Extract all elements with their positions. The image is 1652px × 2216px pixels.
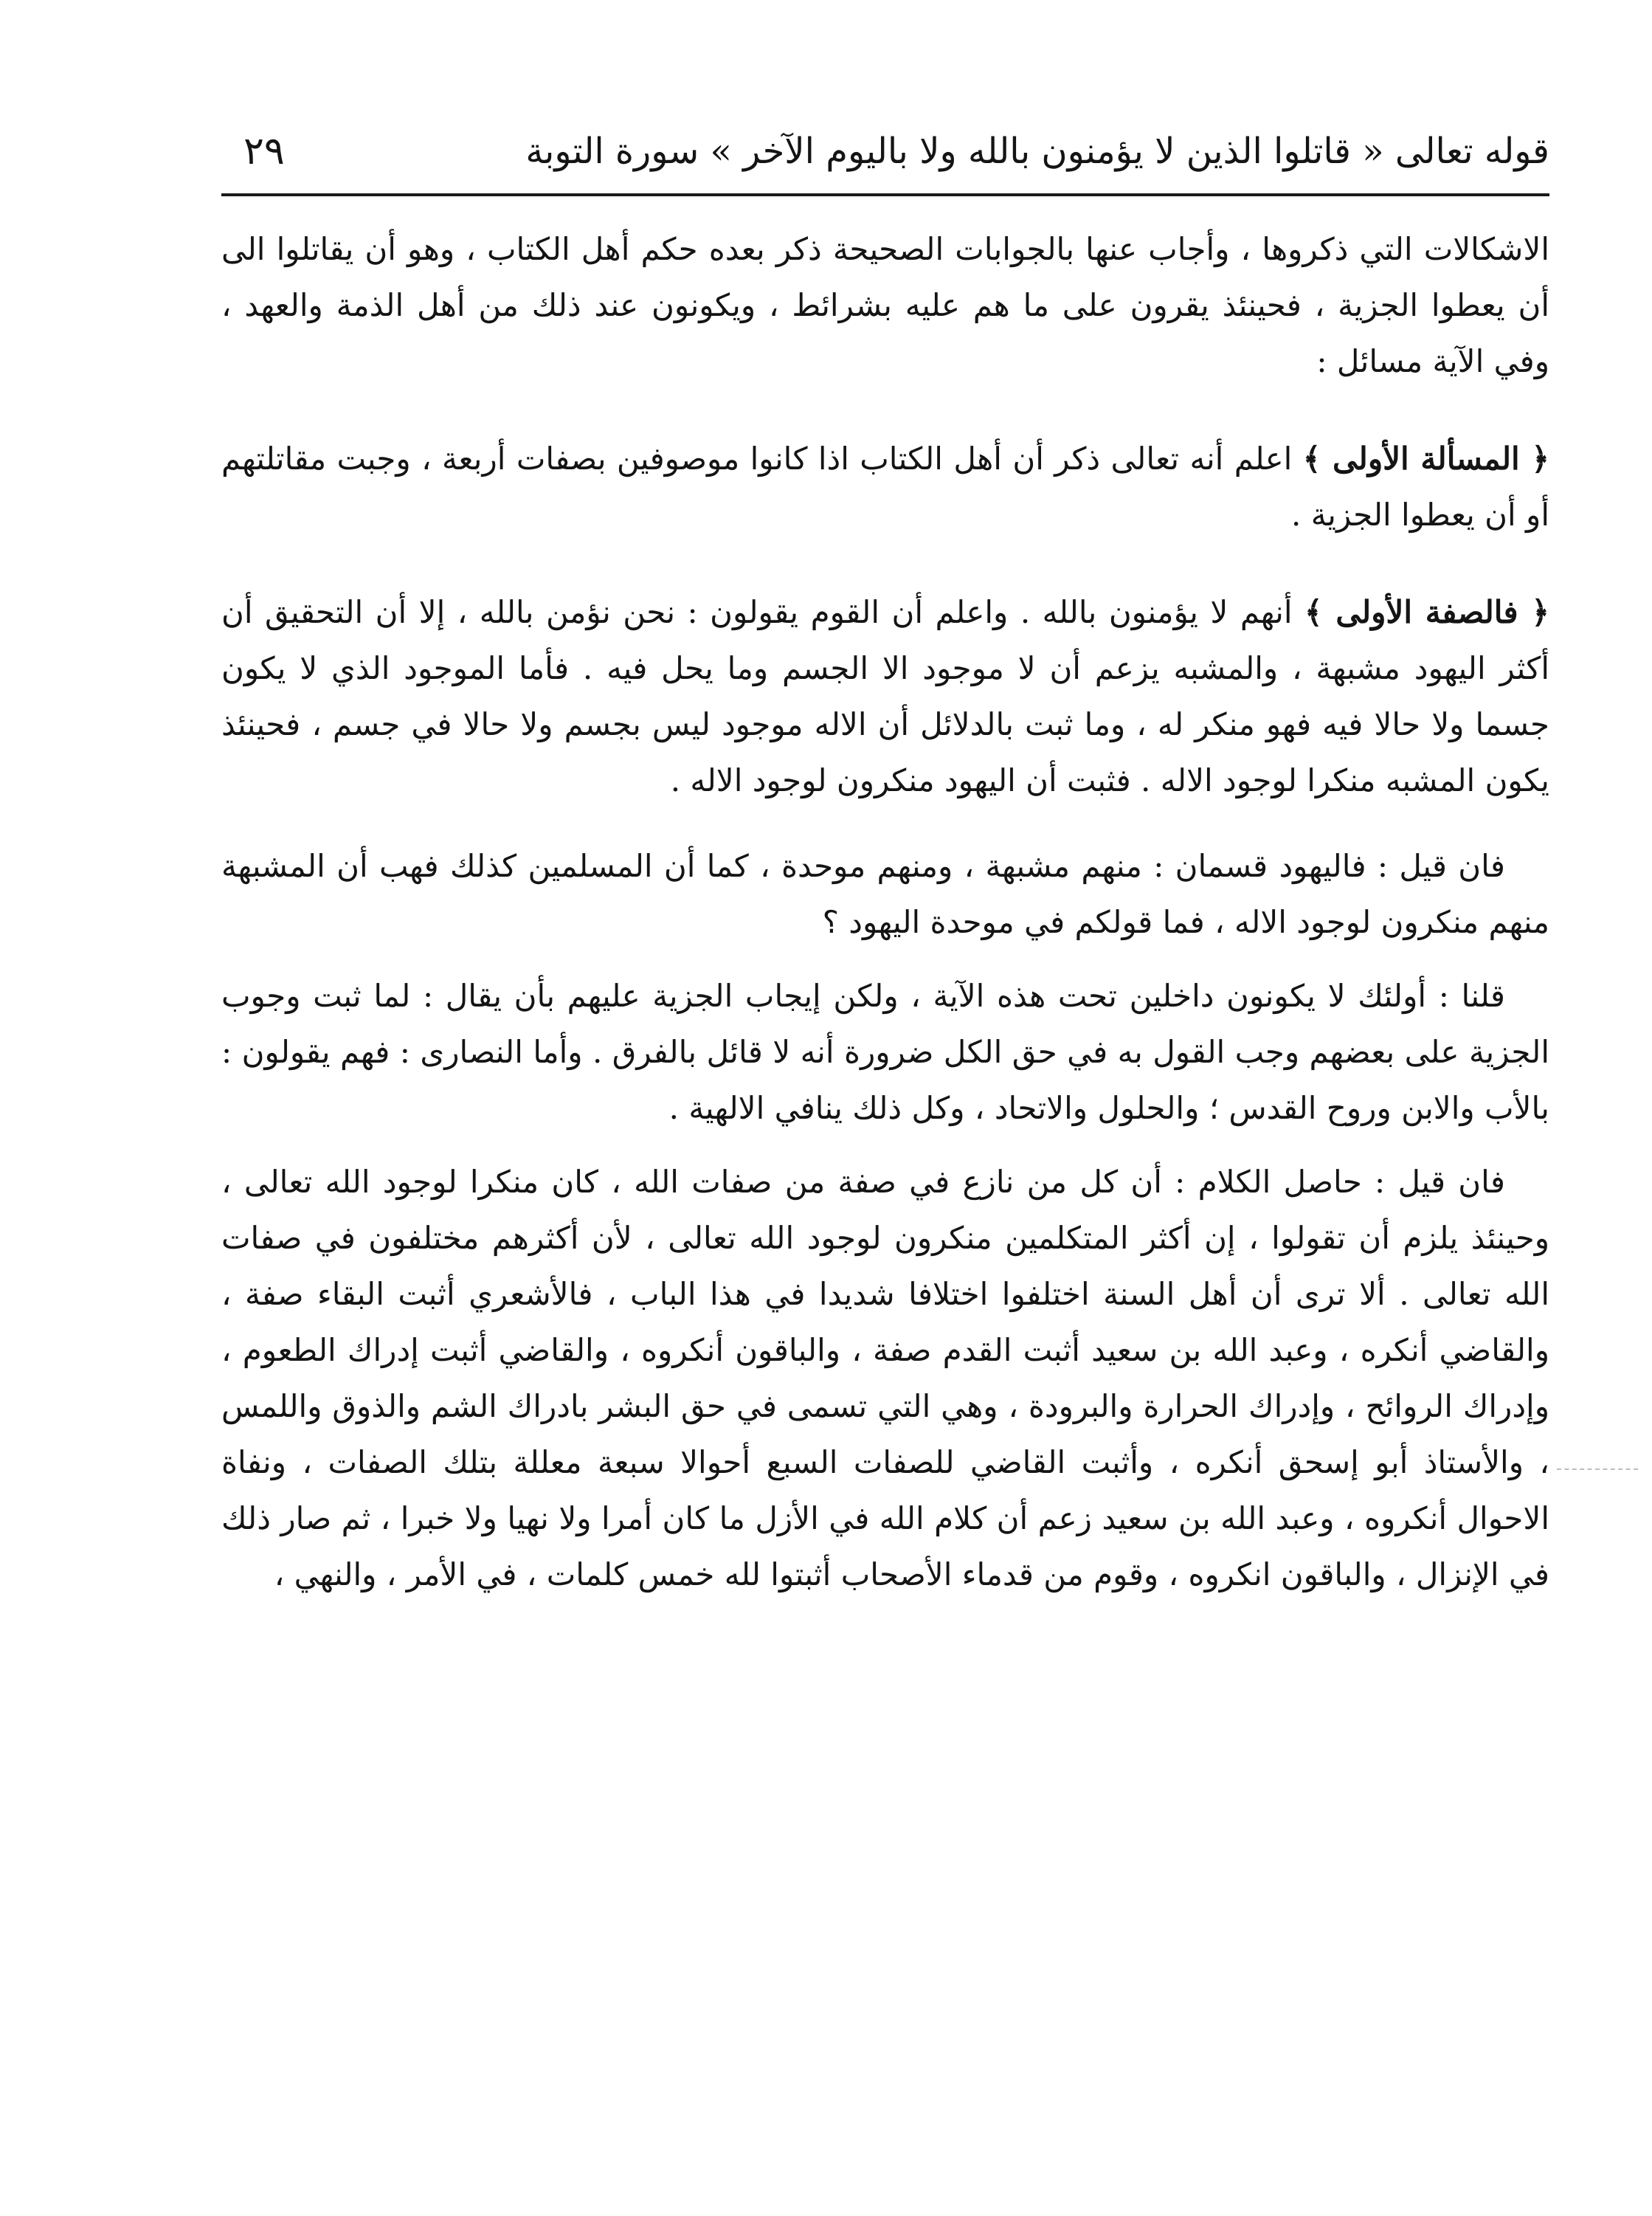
paragraph-6: فان قيل : حاصل الكلام : أن كل من نازع في صفة من صفات الله ، كان منكرا لوجود الله تعالى ، وحينئذ يلزم أن تقولوا ، إن أكثر المتكلمين منكرون لوجود الله تعالى ، لأن أكثرهم مختلفون في صفات الله تعالى . ألا ترى أن أهل السنة اختلفوا اختلافا شديدا في هذا الباب ، فالأشعري أثبت البقاء صفة ، والقاضي أنكره ، وعبد الله بن سعيد أثبت القدم صفة ، والباقون أنكروه ، والقاضي أثبت إدراك الطعوم ، وإدراك الروائح ، وإدراك الحرارة والبرودة ، وهي التي تسمى في حق البشر بادراك الشم والذوق واللمس ، والأستاذ أبو إسحق أنكره ، وأثبت القاضي للصفات السبع أحوالا سبعة معللة بتلك الصفات ، ونفاة الاحوال أنكروه ، وعبد الله بن سعيد زعم أن كلام الله في الأزل ما كان أمرا ولا نهيا ولا خبرا ، ثم صار ذلك في الإنزال ، والباقون انكروه ، وقوم من قدماء الأصحاب أثبتوا لله خمس كلمات ، في الأمر ، والنهي ،	[221, 1164, 1549, 1592]
page-body	[221, 221, 1549, 1603]
paragraph-4: فان قيل : فاليهود قسمان : منهم مشبهة ، ومنهم موحدة ، كما أن المسلمين كذلك فهب أن المشبهة منهم منكرون لوجود الاله ، فما قولكم في موحدة اليهود ؟	[221, 848, 1549, 940]
spacer	[221, 1136, 1549, 1154]
spacer	[221, 390, 1549, 431]
page-number: ٢٩	[243, 129, 285, 173]
paragraph-2	[221, 431, 1549, 543]
section-heading: ﴿ المسألة الأولى ﴾	[1302, 441, 1549, 477]
section-heading: ﴿ فالصفة الأولى ﴾	[1304, 594, 1549, 630]
paragraph-1: الاشكالات التي ذكروها ، وأجاب عنها بالجوابات الصحيحة ذكر بعده حكم أهل الكتاب ، وهو أن يقاتلوا الى أن يعطوا الجزية ، فحينئذ يقرون على ما هم عليه بشرائط ، ويكونون عند ذلك من أهل الذمة والعهد ، وفي الآية مسائل :	[221, 231, 1549, 379]
paragraph-3	[221, 584, 1549, 809]
spacer	[221, 543, 1549, 584]
margin-scan-mark	[1557, 1468, 1638, 1470]
spacer	[221, 809, 1549, 838]
header-rule	[221, 193, 1549, 196]
running-title: قوله تعالى « قاتلوا الذين لا يؤمنون بالله ولا باليوم الآخر » سورة التوبة	[525, 131, 1549, 172]
paragraph-5: قلنا : أولئك لا يكونون داخلين تحت هذه الآية ، ولكن إيجاب الجزية عليهم بأن يقال : لما ثبت وجوب الجزية على بعضهم وجب القول به في حق الكل ضرورة أنه لا قائل بالفرق . وأما النصارى : فهم يقولون : بالأب والابن وروح القدس ؛ والحلول والاتحاد ، وكل ذلك ينافي الالهية .	[221, 978, 1550, 1126]
page-header	[221, 118, 1549, 184]
spacer	[221, 950, 1549, 968]
paragraph-2-text: اعلم أنه تعالى ذكر أن أهل الكتاب اذا كانوا موصوفين بصفات أربعة ، وجبت مقاتلتهم أو أن يعطوا الجزية .	[221, 441, 1549, 533]
paragraph-3-text: أنهم لا يؤمنون بالله . واعلم أن القوم يقولون : نحن نؤمن بالله ، إلا أن التحقيق أن أكثر اليهود مشبهة ، والمشبه يزعم أن لا موجود الا الجسم وما يحل فيه . فأما الموجود الذي لا يكون جسما ولا حالا فيه فهو منكر له ، وما ثبت بالدلائل أن الاله موجود ليس بجسم ولا حالا في جسم ، فحينئذ يكون المشبه منكرا لوجود الاله . فثبت أن اليهود منكرون لوجود الاله .	[221, 594, 1549, 798]
